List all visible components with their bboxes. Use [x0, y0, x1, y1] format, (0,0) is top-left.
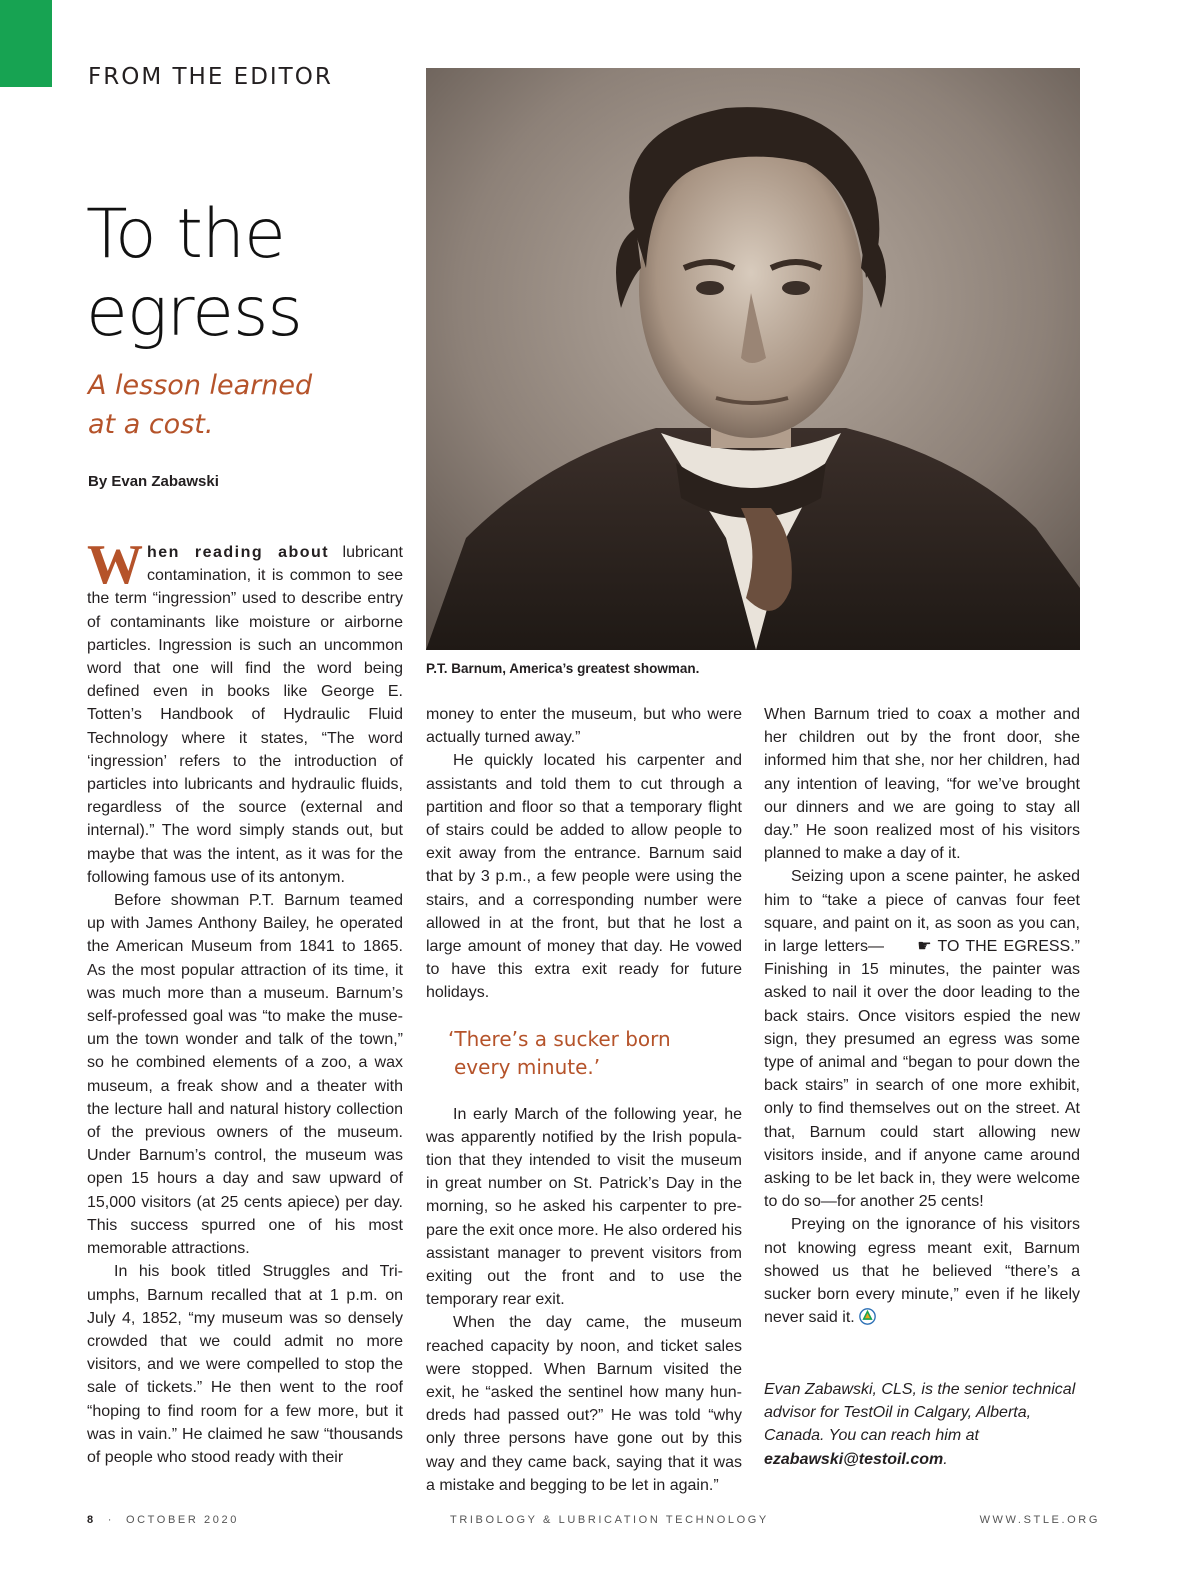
- article-column-3: [764, 703, 1080, 1329]
- deck-subtitle: [88, 366, 388, 444]
- article-column-2: [426, 703, 742, 1497]
- headline-line-2: egress: [86, 273, 302, 352]
- lead-in: hen reading about: [147, 544, 330, 561]
- section-color-tab: [0, 0, 52, 87]
- author-bio-text: Evan Zabawski, CLS, is the senior technical advisor for TestOil in Calgary, Alberta, Canada. You can reach him at: [764, 1381, 1076, 1445]
- section-label: FROM THE EDITOR: [88, 64, 333, 90]
- article-paragraph-1: [87, 534, 403, 889]
- paragraph-8-text: Preying on the ignorance of his visitors not knowing egress meant exit, Barnum showed us that he believed “there’s a sucker born every minute,” even if he likely never said it.: [764, 1216, 1080, 1327]
- author-email-link[interactable]: ezabawski@testoil.com: [764, 1450, 944, 1468]
- pull-quote-line-2: every minute.’: [454, 1054, 601, 1079]
- headline-line-1: To the: [86, 195, 285, 274]
- article-paragraph-6-part-1: When the day came, the museum reached capacity by noon, and ticket sales were stopped. When Barnum visited the exit, he “asked the sentinel how many hundreds had passed out?” He was told “why only three persons have gone out by this way and they came back, saying that it was a mistake and begging to be let in again.”: [426, 1314, 742, 1494]
- article-paragraph-7: [764, 865, 1080, 1213]
- article-column-1: [87, 534, 403, 1469]
- article-paragraph-6-part-2: When Barnum tried to coax a mother and her children out by the front door, she informed him that she, nor her children, had any intention of leaving, “for we’ve brought our dinners and we are going to stay all day.” He soon realized most of his visitors planned to make a day of it.: [764, 706, 1080, 863]
- paragraph-7-text-b: TO THE EGRESS.” Finishing in 15 minutes, the painter was asked to nail it over the door leading to the back stairs. Once visitors espied the new sign, they presumed an egress was some type of animal and “began to pour down the back stairs” in search of one more exhibit, only to find themselves out on the street. At that, Barnum could start allowing new visitors inside, and if anyone came around asking to be let back in, they were welcome to do so—for another 25 cents!: [764, 938, 1080, 1211]
- pointing-hand-icon: ☛: [917, 938, 932, 956]
- barnum-portrait-photo: [426, 68, 1080, 650]
- author-bio-period: .: [943, 1450, 948, 1468]
- footer-website-link[interactable]: WWW.STLE.ORG: [979, 1514, 1100, 1526]
- article-paragraph-4: He quickly located his carpenter and assistants and told them to cut through a partition and floor so that a temporary flight of stairs could be added to allow people to exit away from the entrance. Barnum said that by 3 p.m., a few people were using the stairs, and a corresponding number were allowed in at the front, but that he lost a large amount of money that day. He vowed to have this extra exit ready for future holidays.: [426, 752, 742, 1002]
- paragraph-7-text-a: Seizing upon a scene painter, he asked him to “take a piece of canvas four feet square, and paint on it, as soon as you can, in large letters—: [764, 868, 1080, 956]
- article-paragraph-5: In early March of the following year, he was apparently notified by the Irish population that they intended to visit the museum in great number on St. Patrick’s Day in the morning, so he asked his carpenter to prepare the exit once more. He also ordered his assistant manager to prevent visitors from exiting out the front and to use the temporary rear exit.: [426, 1105, 742, 1309]
- footer-publication: TRIBOLOGY & LUBRICATION TECHNOLOGY: [450, 1514, 769, 1526]
- portrait-illustration: [426, 68, 1080, 650]
- pull-quote-line-1: ‘There’s a sucker born: [448, 1026, 671, 1051]
- headline: [86, 196, 406, 352]
- paragraph-1-text: lubricant contamination, it is common to see the term “ingression” used to describe entry of contaminants like moisture or airborne particles. Ingression is such an uncommon word that one will find the word being defined even in books like George E. Totten’s Handbook of Hydraulic Fluid Technology where it states, “The word ‘ingression’ refers to the introduction of particles into lubricants and hydraulic fluids, regardless of the source (external and internal).” The word simply stands out, but maybe that was the intent, as it was for the following famous use of its antonym.: [87, 544, 403, 886]
- deck-line-2: at a cost.: [88, 409, 214, 440]
- byline: By Evan Zabawski: [88, 473, 219, 490]
- footer-separator: ·: [107, 1514, 114, 1526]
- article-paragraph-3-part-1: In his book titled Struggles and Triumphs, Barnum recalled that at 1 p.m. on July 4, 1852, “my museum was so densely crowded that we could admit no more visitors, and we were compelled to stop the sale of tickets.” He then went to the roof “hoping to find room for a few more, but it was in vain.” He claimed he saw “thousands of people who stood ready with their: [87, 1263, 403, 1466]
- page-number: 8: [87, 1514, 96, 1526]
- article-paragraph-8: [764, 1213, 1080, 1329]
- article-paragraph-2: Before showman P.T. Barnum teamed up with James Anthony Bailey, he operated the American Museum from 1841 to 1865. As the most popular attraction of its time, it was much more than a museum. Barnum’s self-professed goal was “to make the museum the town wonder and talk of the town,” so he combined elements of a zoo, a wax museum, a freak show and a theater with the lecture hall and natural history collection of the previous owners of the museum. Under Barnum’s control, the museum was open 15 hours a day and saw upward of 15,000 visitors (at 25 cents apiece) per day. This success spurred one of his most memorable attractions.: [87, 892, 403, 1258]
- article-paragraph-3-part-2: money to enter the museum, but who were actually turned away.”: [426, 706, 742, 747]
- author-bio: [764, 1378, 1094, 1471]
- footer-page-info: [87, 1514, 239, 1526]
- pull-quote: [426, 1025, 742, 1081]
- drop-cap: W: [87, 534, 143, 596]
- photo-caption: P.T. Barnum, America’s greatest showman.: [426, 661, 700, 676]
- deck-line-1: A lesson learned: [88, 370, 313, 401]
- issue-date: OCTOBER 2020: [125, 1514, 239, 1526]
- end-of-article-icon: [859, 1308, 876, 1325]
